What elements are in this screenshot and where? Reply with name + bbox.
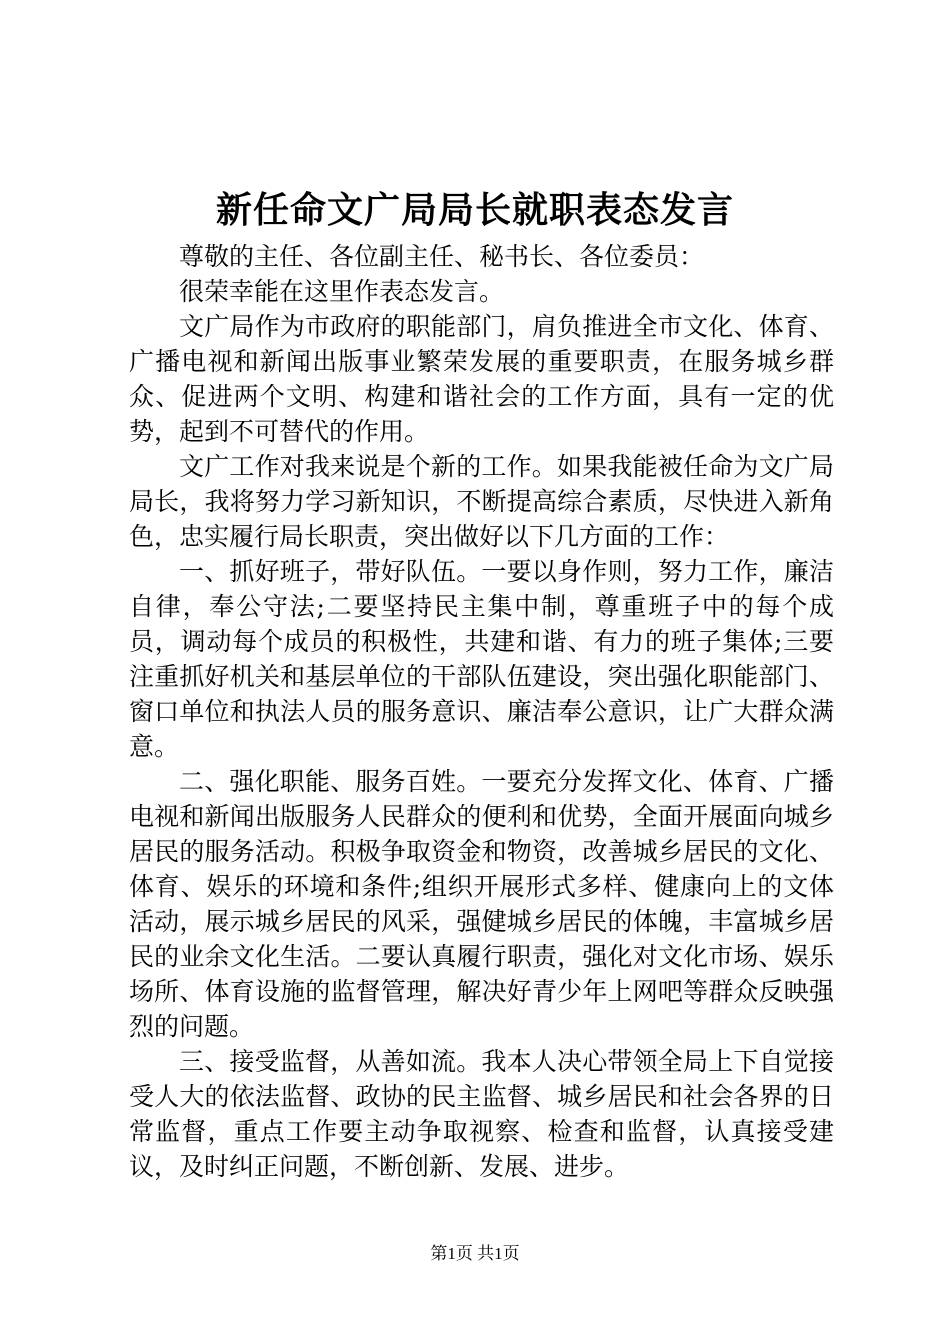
page-number-footer: 第1页 共1页 [430,1244,520,1263]
body-paragraph: 一、抓好班子，带好队伍。一要以身作则，努力工作，廉洁自律，奉公守法;二要坚持民主集中制，尊重班子中的每个成员，调动每个成员的积极性，共建和谐、有力的班子集体;三要注重抓好机关和基层单位的干部队伍建设，突出强化职能部门、窗口单位和执法人员的服务意识、廉洁奉公意识，让广大群众满意。 [129,557,834,761]
body-paragraph: 二、强化职能、服务百姓。一要充分发挥文化、体育、广播电视和新闻出版服务人民群众的便利和优势，全面开展面向城乡居民的服务活动。积极争取资金和物资，改善城乡居民的文化、体育、娱乐的环境和条件;组织开展形式多样、健康向上的文体活动，展示城乡居民的风采，强健城乡居民的体魄，丰富城乡居民的业余文化生活。二要认真履行职责，强化对文化市场、娱乐场所、体育设施的监督管理，解决好青少年上网吧等群众反映强烈的问题。 [129,767,834,1041]
opening-paragraph: 很荣幸能在这里作表态发言。 [179,277,505,306]
body-paragraph: 三、接受监督，从善如流。我本人决心带领全局上下自觉接受人大的依法监督、政协的民主监督、城乡居民和社会各界的日常监督，重点工作要主动争取视察、检查和监督，认真接受建议，及时纠正问题，不断创新、发展、进步。 [129,1047,834,1181]
document-body [129,239,834,1184]
salutation-paragraph: 尊敬的主任、各位副主任、秘书长、各位委员： [179,242,705,271]
body-paragraph: 文广工作对我来说是个新的工作。如果我能被任命为文广局局长，我将努力学习新知识，不断提高综合素质，尽快进入新角色，忠实履行局长职责，突出做好以下几方面的工作： [129,452,834,551]
document-title: 新任命文广局局长就职表态发言 [215,189,734,231]
body-paragraph: 文广局作为市政府的职能部门，肩负推进全市文化、体育、广播电视和新闻出版事业繁荣发展的重要职责，在服务城乡群众、促进两个文明、构建和谐社会的工作方面，具有一定的优势，起到不可替代的作用。 [129,312,834,446]
